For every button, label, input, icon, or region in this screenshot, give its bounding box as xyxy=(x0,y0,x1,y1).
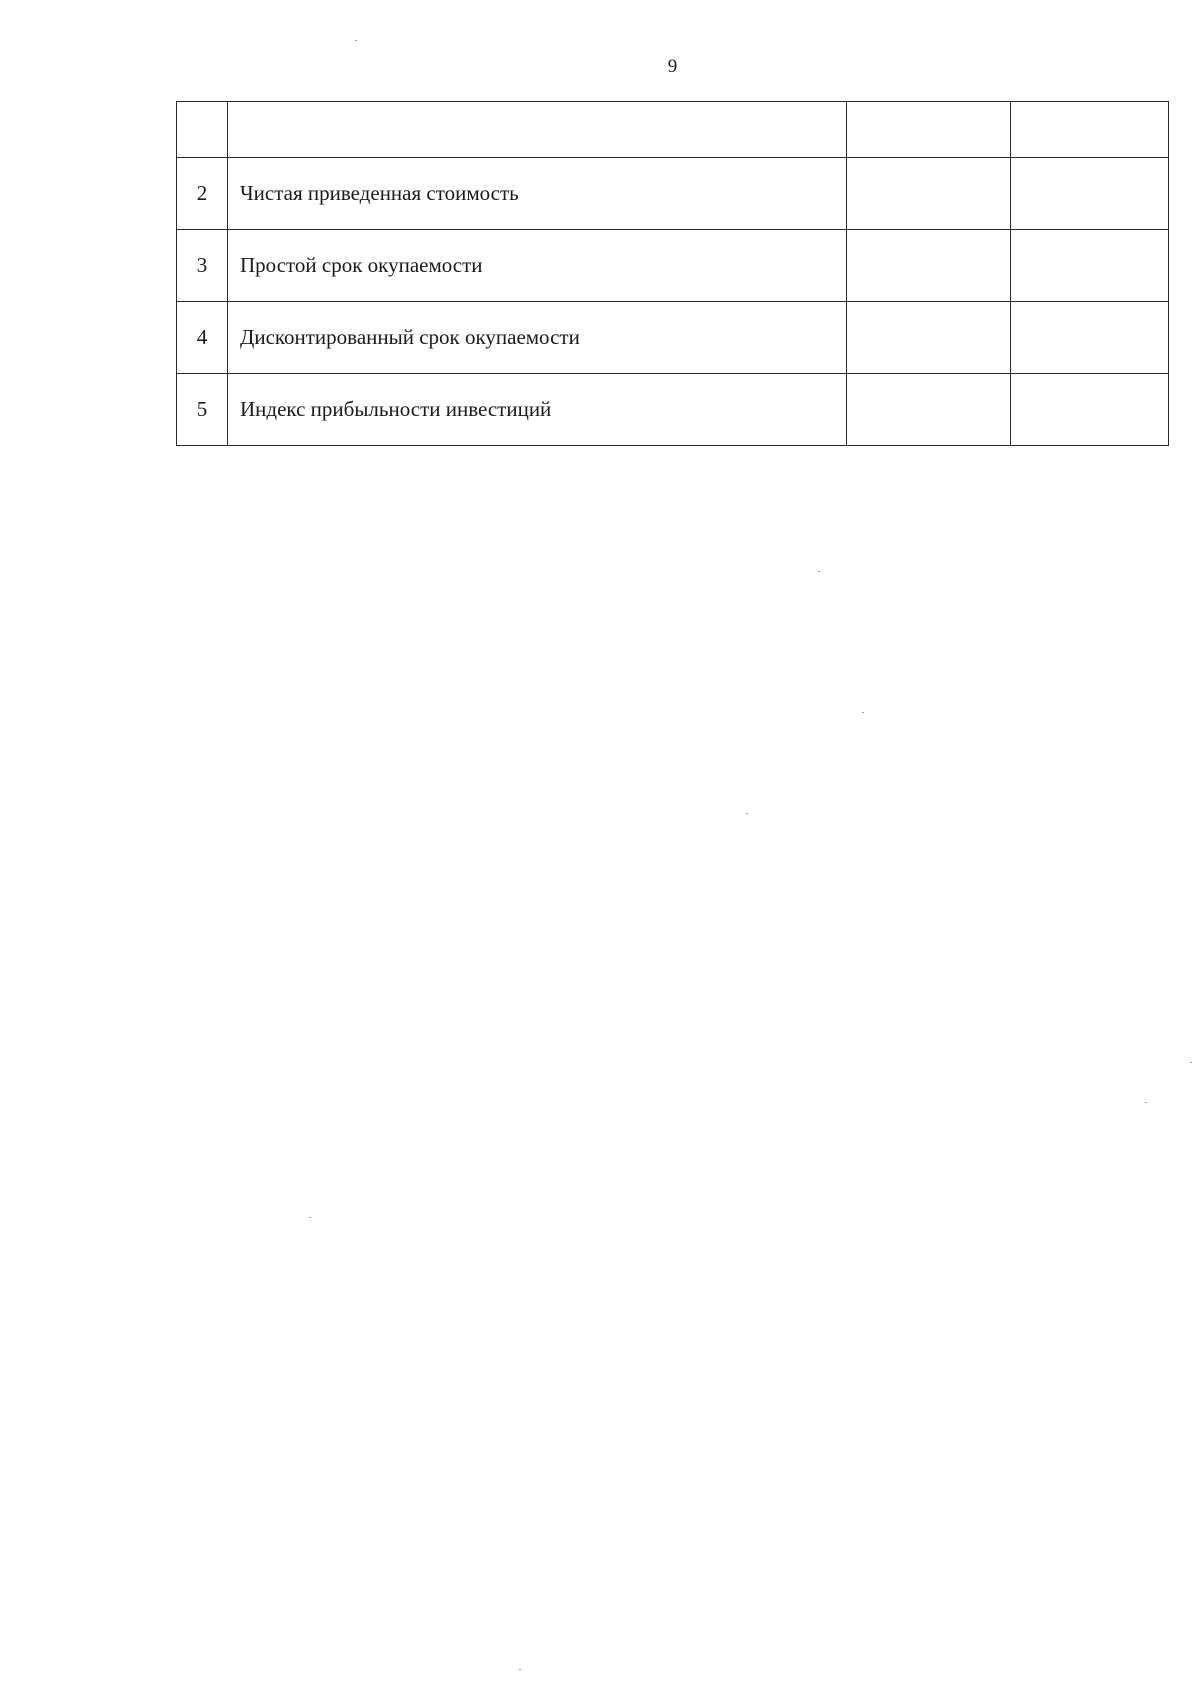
header-cell xyxy=(847,102,1011,158)
header-cell xyxy=(1011,102,1169,158)
scan-speck xyxy=(746,813,748,814)
row-number: 3 xyxy=(177,230,228,302)
scan-speck xyxy=(818,571,820,572)
row-indicator-name: Дисконтированный срок окупаемости xyxy=(228,302,847,374)
row-value-cell xyxy=(1011,230,1169,302)
header-cell xyxy=(177,102,228,158)
scan-speck xyxy=(309,1217,311,1218)
row-value-cell xyxy=(847,302,1011,374)
row-indicator-name: Индекс прибыльности инвестиций xyxy=(228,374,847,446)
scan-speck xyxy=(1190,1062,1192,1063)
table-header-row xyxy=(177,102,1169,158)
header-cell xyxy=(228,102,847,158)
indicators-table xyxy=(176,101,1169,446)
scan-speck xyxy=(1145,1102,1147,1103)
table-row xyxy=(177,158,1169,230)
table-row xyxy=(177,302,1169,374)
row-indicator-name: Чистая приведенная стоимость xyxy=(228,158,847,230)
table-row xyxy=(177,230,1169,302)
row-value-cell xyxy=(847,374,1011,446)
row-value-cell xyxy=(1011,158,1169,230)
row-number: 5 xyxy=(177,374,228,446)
table-row xyxy=(177,374,1169,446)
row-value-cell xyxy=(847,158,1011,230)
row-indicator-name: Простой срок окупаемости xyxy=(228,230,847,302)
row-value-cell xyxy=(1011,374,1169,446)
row-value-cell xyxy=(1011,302,1169,374)
scan-speck xyxy=(519,1669,521,1670)
scan-speck xyxy=(862,712,864,713)
row-number: 4 xyxy=(177,302,228,374)
row-number: 2 xyxy=(177,158,228,230)
row-value-cell xyxy=(847,230,1011,302)
page-number: 9 xyxy=(667,56,678,77)
scan-speck xyxy=(355,40,357,41)
